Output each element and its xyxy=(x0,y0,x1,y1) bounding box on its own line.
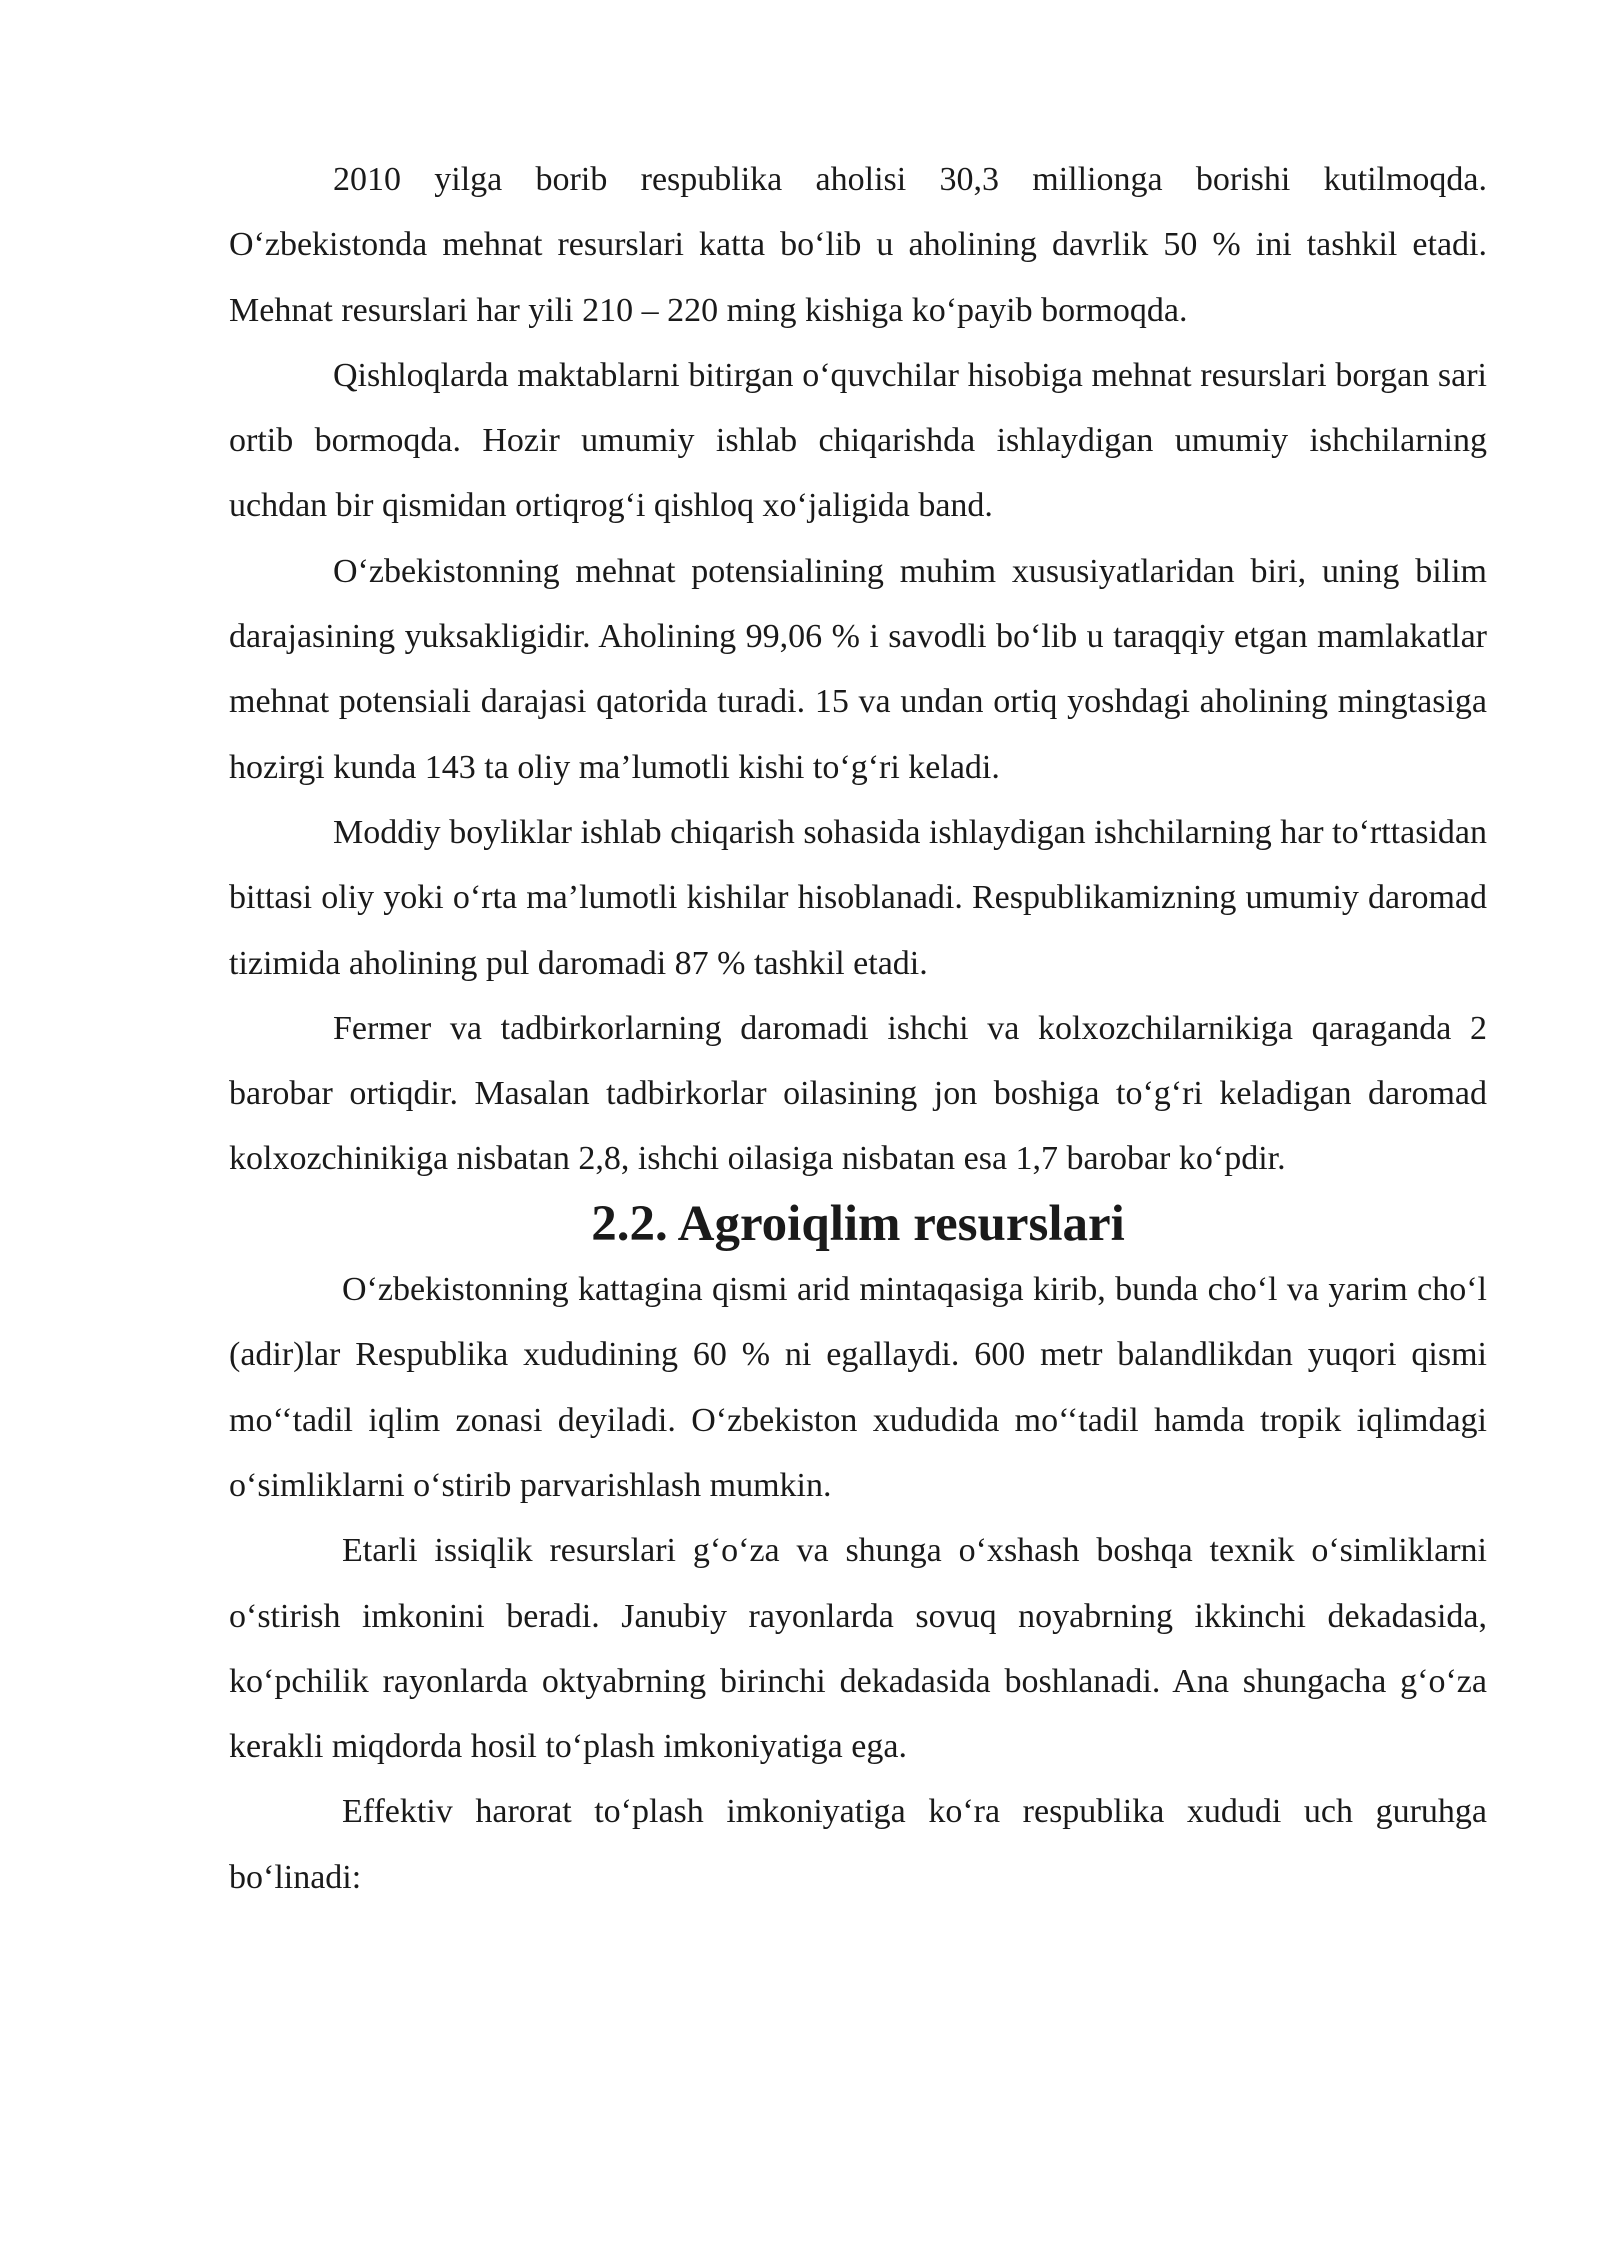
paragraph: Effektiv harorat to‘plash imkoniyatiga ko‘ra respublika xududi uch guruhga bo‘linadi: xyxy=(229,1793,1487,1896)
section-heading: 2.2. Agroiqlim resurslari xyxy=(591,1195,1125,1252)
document-page xyxy=(229,147,1487,1910)
paragraph: O‘zbekistonning kattagina qismi arid mintaqasiga kirib, bunda cho‘l va yarim cho‘l (adir)lar Respublika xududining 60 % ni egallaydi. 600 metr balandlikdan yuqori qismi mo‘‘tadil iqlim zonasi deyiladi. O‘zbekiston xududida mo‘‘tadil hamda tropik iqlimdagi o‘simliklarni o‘stirib parvarishlash mumkin. xyxy=(229,1271,1487,1504)
paragraph: 2010 yilga borib respublika aholisi 30,3 millionga borishi kutilmoqda. O‘zbekistonda mehnat resurslari katta bo‘lib u aholining davrlik 50 % ini tashkil etadi. Mehnat resurslari har yili 210 – 220 ming kishiga ko‘payib bormoqda. xyxy=(229,161,1487,329)
paragraph: Etarli issiqlik resurslari g‘o‘za va shunga o‘xshash boshqa texnik o‘simliklarni o‘stirish imkonini beradi. Janubiy rayonlarda sovuq noyabrning ikkinchi dekadasida, ko‘pchilik rayonlarda oktyabrning birinchi dekadasida boshlanadi. Ana shungacha g‘o‘za kerakli miqdorda hosil to‘plash imkoniyatiga ega. xyxy=(229,1532,1487,1766)
paragraph: Fermer va tadbirkorlarning daromadi ishchi va kolxozchilarnikiga qaraganda 2 barobar ortiqdir. Masalan tadbirkorlar oilasining jon boshiga to‘g‘ri keladigan daromad kolxozchinikiga nisbatan 2,8, ishchi oilasiga nisbatan esa 1,7 barobar ko‘pdir. xyxy=(229,1009,1487,1178)
paragraph: Moddiy boyliklar ishlab chiqarish sohasida ishlaydigan ishchilarning har to‘rttasidan bittasi oliy yoki o‘rta ma’lumotli kishilar hisoblanadi. Respublikamizning umumiy daromad tizimida aholining pul daromadi 87 % tashkil etadi. xyxy=(229,813,1487,982)
paragraph: Qishloqlarda maktablarni bitirgan o‘quvchilar hisobiga mehnat resurslari borgan sari ortib bormoqda. Hozir umumiy ishlab chiqarishda ishlaydigan umumiy ishchilarning uchdan bir qismidan ortiqrog‘i qishloq xo‘jaligida band. xyxy=(229,356,1487,525)
paragraph: O‘zbekistonning mehnat potensialining muhim xususiyatlaridan biri, uning bilim darajasining yuksakligidir. Aholining 99,06 % i savodli bo‘lib u taraqqiy etgan mamlakatlar mehnat potensiali darajasi qatorida turadi. 15 va undan ortiq yoshdagi aholining mingtasiga hozirgi kunda 143 ta oliy ma’lumotli kishi to‘g‘ri keladi. xyxy=(229,552,1487,786)
